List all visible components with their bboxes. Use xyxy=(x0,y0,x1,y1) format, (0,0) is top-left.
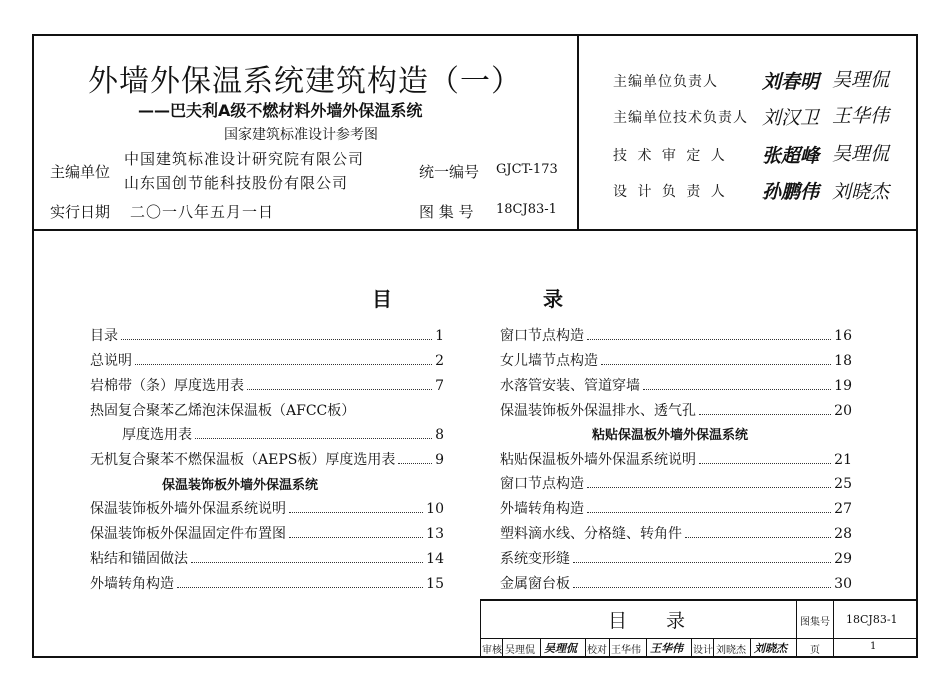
title-block-cell-rule xyxy=(502,638,503,657)
approval-signature-2a: 刘汉卫 xyxy=(762,107,820,129)
toc-item-page: 7 xyxy=(435,378,444,394)
toc-item-page: 16 xyxy=(834,328,852,344)
toc-item[interactable] xyxy=(90,548,444,568)
toc-item-title: 保温装饰板外保温固定件布置图 xyxy=(90,526,286,542)
toc-item[interactable] xyxy=(90,400,444,420)
title-block-cell-rule xyxy=(540,638,541,657)
review-name: 吴理侃 xyxy=(505,645,535,656)
toc-section-heading: 保温装饰板外墙外保温系统 xyxy=(162,478,319,493)
title-block-col-rule xyxy=(833,599,834,657)
toc-item[interactable] xyxy=(500,400,852,420)
toc-item[interactable] xyxy=(90,375,444,395)
org-line-2: 山东国创节能科技股份有限公司 xyxy=(124,174,349,192)
approval-signature-3b: 吴理侃 xyxy=(832,143,890,165)
date-value: 二〇一八年五月一日 xyxy=(130,203,275,221)
toc-item-title: 岩棉带（条）厚度选用表 xyxy=(90,378,244,394)
toc-item[interactable] xyxy=(500,473,852,493)
sheet-title-right: 录 xyxy=(666,610,686,632)
title-block-cell-rule xyxy=(646,638,647,657)
reference-label: 国家建筑标准设计参考图 xyxy=(224,127,378,143)
toc-item-page: 27 xyxy=(834,501,852,517)
toc-item-title: 水落管安装、管道穿墙 xyxy=(500,378,640,394)
toc-item-title: 总说明 xyxy=(90,353,132,369)
toc-item[interactable] xyxy=(500,375,852,395)
toc-item[interactable] xyxy=(90,449,444,469)
code-label: 统一编号 xyxy=(419,163,480,181)
toc-item[interactable] xyxy=(90,573,444,593)
page-title: 外墙外保温系统建筑构造（一） xyxy=(88,64,522,99)
org-line-1: 中国建筑标准设计研究院有限公司 xyxy=(124,150,365,168)
approval-signature-3a: 张超峰 xyxy=(762,145,820,167)
toc-item[interactable] xyxy=(122,424,444,444)
toc-item-title: 粘贴保温板外墙外保温系统说明 xyxy=(500,452,696,468)
toc-item[interactable] xyxy=(500,449,852,469)
approval-signature-4a: 孙鹏伟 xyxy=(762,181,820,203)
toc-item-page: 25 xyxy=(834,476,852,492)
toc-item-page: 1 xyxy=(435,328,444,344)
toc-item-title: 保温装饰板外保温排水、透气孔 xyxy=(500,403,696,419)
approval-signature-4b: 刘晓杰 xyxy=(832,181,890,203)
check-label: 校对 xyxy=(587,645,607,656)
review-signature: 吴理侃 xyxy=(544,642,577,655)
org-label: 主编单位 xyxy=(50,163,111,181)
design-name: 刘晓杰 xyxy=(716,645,746,656)
design-label: 设计 xyxy=(693,645,713,656)
toc-item-page: 9 xyxy=(435,452,444,468)
toc-item[interactable] xyxy=(500,573,852,593)
header-divider xyxy=(577,34,579,230)
toc-item-page: 18 xyxy=(834,353,852,369)
title-block-cell-rule xyxy=(585,638,586,657)
sheet-title-left: 目 xyxy=(608,610,628,632)
title-block-cell-rule xyxy=(609,638,610,657)
toc-item-title: 系统变形缝 xyxy=(500,551,570,567)
toc-item-title: 塑料滴水线、分格缝、转角件 xyxy=(500,526,682,542)
toc-item[interactable] xyxy=(500,350,852,370)
title-block-top-rule xyxy=(480,599,918,601)
design-signature: 刘晓杰 xyxy=(754,642,787,655)
toc-item-page: 14 xyxy=(426,551,444,567)
approval-role-2: 主编单位技术负责人 xyxy=(613,110,748,126)
title-block-cell-rule xyxy=(691,638,692,657)
toc-item-page: 2 xyxy=(435,353,444,369)
toc-item-title: 热固复合聚苯乙烯泡沫保温板（AFCC板） xyxy=(90,403,356,419)
toc-item-page: 21 xyxy=(834,452,852,468)
check-name: 王华伟 xyxy=(611,645,641,656)
toc-item-title: 外墙转角构造 xyxy=(500,501,584,517)
toc-item[interactable] xyxy=(500,498,852,518)
title-block-col-rule xyxy=(796,599,797,657)
approval-signature-1a: 刘春明 xyxy=(762,71,820,93)
code-value: GJCT-173 xyxy=(496,162,558,177)
atlas-label: 图 集 号 xyxy=(419,203,474,221)
toc-item[interactable] xyxy=(90,325,444,345)
title-block-page-value: 1 xyxy=(870,641,877,652)
approval-signature-1b: 吴理侃 xyxy=(832,69,890,91)
toc-item-page: 28 xyxy=(834,526,852,542)
toc-item[interactable] xyxy=(500,523,852,543)
toc-section-heading: 粘贴保温板外墙外保温系统 xyxy=(592,428,749,443)
toc-item-title: 目录 xyxy=(90,328,118,344)
approval-signature-2b: 王华伟 xyxy=(832,105,890,127)
title-block-atlas-label: 图集号 xyxy=(800,617,830,628)
toc-item[interactable] xyxy=(90,523,444,543)
toc-item-page: 15 xyxy=(426,576,444,592)
toc-item-title: 金属窗台板 xyxy=(500,576,570,592)
toc-item-page: 19 xyxy=(834,378,852,394)
toc-item-page: 8 xyxy=(435,427,444,443)
toc-item[interactable] xyxy=(500,548,852,568)
review-label: 审核 xyxy=(482,645,502,656)
title-block-mid-rule xyxy=(480,638,918,639)
toc-item-title: 厚度选用表 xyxy=(122,427,192,443)
date-label: 实行日期 xyxy=(50,203,111,221)
approval-role-4: 设 计 负 责 人 xyxy=(613,184,728,200)
toc-item-title: 粘结和锚固做法 xyxy=(90,551,188,567)
title-block-cell-rule xyxy=(713,638,714,657)
toc-item-title: 外墙转角构造 xyxy=(90,576,174,592)
toc-item[interactable] xyxy=(90,498,444,518)
toc-item[interactable] xyxy=(90,350,444,370)
toc-item-title: 窗口节点构造 xyxy=(500,328,584,344)
title-block-cell-rule xyxy=(750,638,751,657)
toc-heading-right: 录 xyxy=(543,287,563,311)
toc-item-page: 30 xyxy=(834,576,852,592)
toc-item-page: 29 xyxy=(834,551,852,567)
toc-item-title: 女儿墙节点构造 xyxy=(500,353,598,369)
approval-role-3: 技 术 审 定 人 xyxy=(613,148,728,164)
toc-heading-left: 目 xyxy=(372,287,392,311)
toc-item[interactable] xyxy=(500,325,852,345)
check-signature: 王华伟 xyxy=(650,642,683,655)
title-block-atlas-value: 18CJ83-1 xyxy=(846,613,898,626)
title-block-left-rule xyxy=(480,599,481,657)
header-bottom-rule xyxy=(32,229,918,231)
toc-item-page: 13 xyxy=(426,526,444,542)
toc-item-page: 10 xyxy=(426,501,444,517)
atlas-value: 18CJ83-1 xyxy=(496,202,557,217)
page-subtitle: ——巴夫利A级不燃材料外墙外保温系统 xyxy=(138,101,423,120)
toc-item-title: 保温装饰板外墙外保温系统说明 xyxy=(90,501,286,517)
toc-item-title: 窗口节点构造 xyxy=(500,476,584,492)
toc-item-title: 无机复合聚苯不燃保温板（AEPS板）厚度选用表 xyxy=(90,452,396,468)
title-block-page-label: 页 xyxy=(810,645,820,656)
approval-role-1: 主编单位负责人 xyxy=(613,74,718,90)
toc-item-page: 20 xyxy=(834,403,852,419)
